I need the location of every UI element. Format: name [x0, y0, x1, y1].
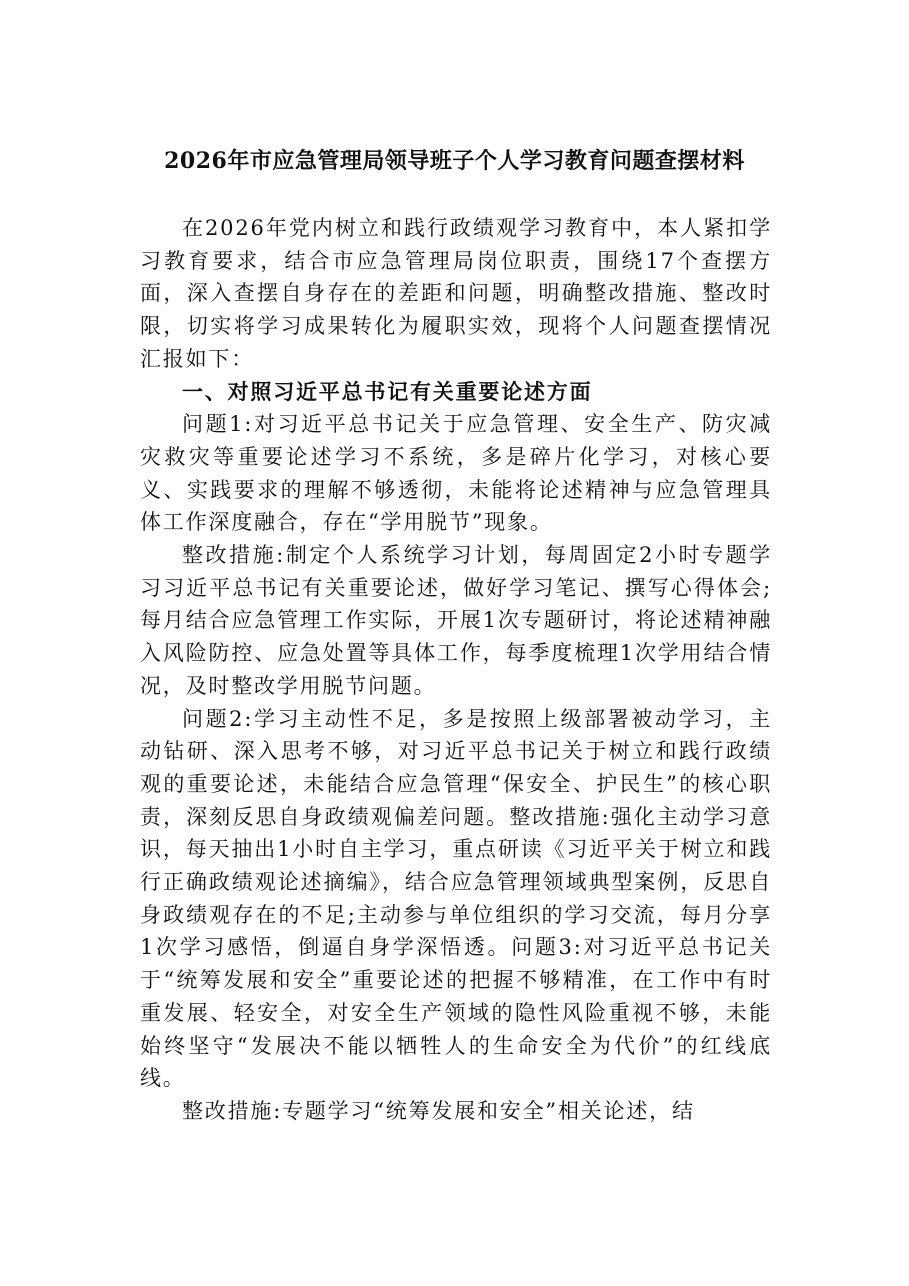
- measure-paragraph: 整改措施:制定个人系统学习计划，每周固定2小时专题学习习近平总书记有关重要论述，做好学习笔记、撰写心得体会;每月结合应急管理工作实际，开展1次专题研讨，将论述精神融入风险防控、应急处置等具体工作，每季度梳理1次学用结合情况，及时整改学用脱节问题。: [140, 543, 772, 698]
- problem-paragraph: 问题2:学习主动性不足，多是按照上级部署被动学习，主动钻研、深入思考不够，对习近平总书记关于树立和践行政绩观的重要论述，未能结合应急管理“保安全、护民生”的核心职责，深刻反思自身政绩观偏差问题。整改措施:强化主动学习意识，每天抽出1小时自主学习，重点研读《习近平关于树立和践行正确政绩观论述摘编》，结合应急管理领域典型案例，反思自身政绩观存在的不足;主动参与单位组织的学习交流，每月分享1次学习感悟，倒逼自身学深悟透。问题3:对习近平总书记关于“统筹发展和安全”重要论述的把握不够精准，在工作中有时重发展、轻安全，对安全生产领域的隐性风险重视不够，未能始终坚守“发展决不能以牺牲人的生命安全为代价”的红线底线。: [140, 706, 772, 1091]
- document-body: [140, 212, 772, 1128]
- problem-paragraph: 问题1:对习近平总书记关于应急管理、安全生产、防灾减灾救灾等重要论述学习不系统，多是碎片化学习，对核心要义、实践要求的理解不够透彻，未能将论述精神与应急管理具体工作深度融合，存在“学用脱节”现象。: [140, 412, 772, 535]
- document-title: 2026年市应急管理局领导班子个人学习教育问题查摆材料: [164, 148, 745, 174]
- intro-paragraph: 在2026年党内树立和践行政绩观学习教育中，本人紧扣学习教育要求，结合市应急管理局岗位职责，围绕17个查摆方面，深入查摆自身存在的差距和问题，明确整改措施、整改时限，切实将学习成果转化为履职实效，现将个人问题查摆情况汇报如下：: [140, 216, 772, 371]
- measure-paragraph: 整改措施:专题学习“统筹发展和安全”相关论述，结: [182, 1098, 695, 1123]
- section-heading: 一、对照习近平总书记有关重要论述方面: [182, 378, 593, 404]
